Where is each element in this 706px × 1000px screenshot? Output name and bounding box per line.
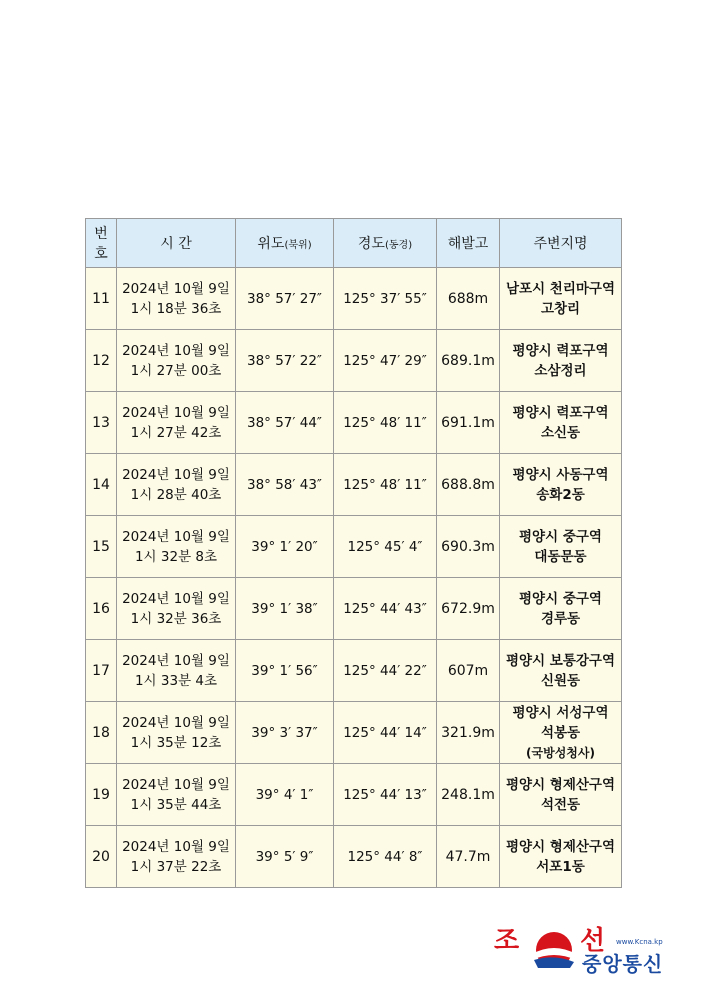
place-district: 평양시 중구역: [519, 590, 602, 607]
place-dong: 석봉동: [540, 724, 581, 741]
cell-clock: 1시 35분 12초: [130, 734, 222, 751]
cell-altitude: 47.7m: [437, 826, 500, 888]
table-row: [86, 454, 622, 516]
cell-altitude: 688m: [437, 268, 500, 330]
cell-latitude: 39° 5′ 9″: [236, 826, 334, 888]
table-row: [86, 826, 622, 888]
cell-longitude: 125° 44′ 43″: [334, 578, 437, 640]
header-number: 번 호: [86, 219, 117, 268]
cell-clock: 1시 28분 40초: [130, 486, 222, 503]
cell-place: [500, 516, 622, 578]
cell-latitude: 39° 1′ 38″: [236, 578, 334, 640]
logo-name: 중앙통신: [582, 952, 664, 976]
cell-clock: 1시 18분 36초: [130, 300, 222, 317]
place-dong: 소삼정리: [534, 362, 587, 379]
place-district: 평양시 력포구역: [512, 342, 609, 359]
cell-date: 2024년 10월 9일: [122, 466, 230, 483]
place-district: 평양시 형제산구역: [505, 776, 616, 793]
table-row: [86, 702, 622, 764]
place-district: 평양시 보통강구역: [505, 652, 616, 669]
cell-longitude: 125° 44′ 22″: [334, 640, 437, 702]
cell-number: 19: [86, 764, 117, 826]
logo-char-jo: 조: [494, 926, 520, 956]
cell-longitude: 125° 48′ 11″: [334, 392, 437, 454]
cell-number: 11: [86, 268, 117, 330]
cell-altitude: 672.9m: [437, 578, 500, 640]
header-time: 시 간: [117, 219, 236, 268]
table-row: [86, 330, 622, 392]
cell-place: [500, 454, 622, 516]
table-row: [86, 578, 622, 640]
cell-time: [117, 516, 236, 578]
place-dong: 경루동: [540, 610, 581, 627]
cell-place: [500, 702, 622, 764]
cell-altitude: 691.1m: [437, 392, 500, 454]
place-dong: 고창리: [540, 300, 581, 317]
cell-time: [117, 826, 236, 888]
table-row: [86, 268, 622, 330]
table-row: [86, 764, 622, 826]
cell-altitude: 688.8m: [437, 454, 500, 516]
place-dong: 석전동: [540, 796, 581, 813]
cell-place: [500, 330, 622, 392]
place-district: 평양시 사동구역: [512, 466, 609, 483]
cell-date: 2024년 10월 9일: [122, 590, 230, 607]
cell-time: [117, 392, 236, 454]
cell-time: [117, 764, 236, 826]
place-dong: 송화2동: [536, 486, 585, 503]
cell-longitude: 125° 48′ 11″: [334, 454, 437, 516]
cell-altitude: 248.1m: [437, 764, 500, 826]
cell-latitude: 39° 1′ 56″: [236, 640, 334, 702]
place-district: 평양시 력포구역: [512, 404, 609, 421]
logo-url: www.Kcna.kp: [616, 938, 663, 946]
kcna-logo: [494, 920, 684, 980]
cell-latitude: 38° 57′ 27″: [236, 268, 334, 330]
cell-clock: 1시 32분 8초: [134, 548, 218, 565]
place-dong: 서포1동: [536, 858, 585, 875]
cell-longitude: 125° 45′ 4″: [334, 516, 437, 578]
cell-time: [117, 640, 236, 702]
cell-date: 2024년 10월 9일: [122, 404, 230, 421]
cell-time: [117, 454, 236, 516]
place-dong: 대동문동: [534, 548, 587, 565]
cell-date: 2024년 10월 9일: [122, 280, 230, 297]
cell-date: 2024년 10월 9일: [122, 838, 230, 855]
cell-date: 2024년 10월 9일: [122, 714, 230, 731]
header-altitude: 해발고: [437, 219, 500, 268]
cell-altitude: 321.9m: [437, 702, 500, 764]
cell-altitude: 690.3m: [437, 516, 500, 578]
cell-latitude: 38° 58′ 43″: [236, 454, 334, 516]
cell-latitude: 39° 3′ 37″: [236, 702, 334, 764]
place-dong: 소신동: [540, 424, 581, 441]
cell-date: 2024년 10월 9일: [122, 652, 230, 669]
header-place: 주변지명: [500, 219, 622, 268]
logo-char-seon: 선: [580, 926, 606, 956]
cell-date: 2024년 10월 9일: [122, 528, 230, 545]
cell-latitude: 38° 57′ 44″: [236, 392, 334, 454]
cell-time: [117, 702, 236, 764]
place-district: 평양시 서성구역: [512, 704, 609, 721]
cell-altitude: 607m: [437, 640, 500, 702]
table-header-row: [86, 219, 622, 268]
logo-emblem-icon: [524, 924, 584, 968]
cell-time: [117, 268, 236, 330]
cell-longitude: 125° 44′ 13″: [334, 764, 437, 826]
cell-clock: 1시 32분 36초: [130, 610, 222, 627]
cell-place: [500, 764, 622, 826]
cell-clock: 1시 33분 4초: [134, 672, 218, 689]
cell-place: [500, 392, 622, 454]
cell-place: [500, 578, 622, 640]
cell-date: 2024년 10월 9일: [122, 342, 230, 359]
place-district: 평양시 중구역: [519, 528, 602, 545]
table-row: [86, 640, 622, 702]
cell-time: [117, 330, 236, 392]
cell-longitude: 125° 44′ 14″: [334, 702, 437, 764]
cell-time: [117, 578, 236, 640]
place-district: 평양시 형제산구역: [505, 838, 616, 855]
cell-number: 20: [86, 826, 117, 888]
place-district: 남포시 천리마구역: [505, 280, 616, 297]
cell-clock: 1시 27분 00초: [130, 362, 222, 379]
cell-number: 14: [86, 454, 117, 516]
table-row: [86, 392, 622, 454]
cell-number: 17: [86, 640, 117, 702]
cell-longitude: 125° 37′ 55″: [334, 268, 437, 330]
cell-date: 2024년 10월 9일: [122, 776, 230, 793]
cell-number: 12: [86, 330, 117, 392]
cell-longitude: 125° 44′ 8″: [334, 826, 437, 888]
table-row: [86, 516, 622, 578]
place-note: (국방성청사): [526, 745, 595, 760]
cell-latitude: 38° 57′ 22″: [236, 330, 334, 392]
cell-number: 13: [86, 392, 117, 454]
coordinates-table: [85, 218, 622, 888]
cell-number: 16: [86, 578, 117, 640]
header-longitude: 경도(동경): [334, 219, 437, 268]
cell-number: 18: [86, 702, 117, 764]
cell-clock: 1시 35분 44초: [130, 796, 222, 813]
cell-longitude: 125° 47′ 29″: [334, 330, 437, 392]
cell-place: [500, 268, 622, 330]
cell-altitude: 689.1m: [437, 330, 500, 392]
place-dong: 신원동: [540, 672, 581, 689]
header-latitude: 위도(북위): [236, 219, 334, 268]
cell-place: [500, 826, 622, 888]
cell-clock: 1시 37분 22초: [130, 858, 222, 875]
cell-place: [500, 640, 622, 702]
cell-latitude: 39° 4′ 1″: [236, 764, 334, 826]
cell-latitude: 39° 1′ 20″: [236, 516, 334, 578]
cell-clock: 1시 27분 42초: [130, 424, 222, 441]
cell-number: 15: [86, 516, 117, 578]
